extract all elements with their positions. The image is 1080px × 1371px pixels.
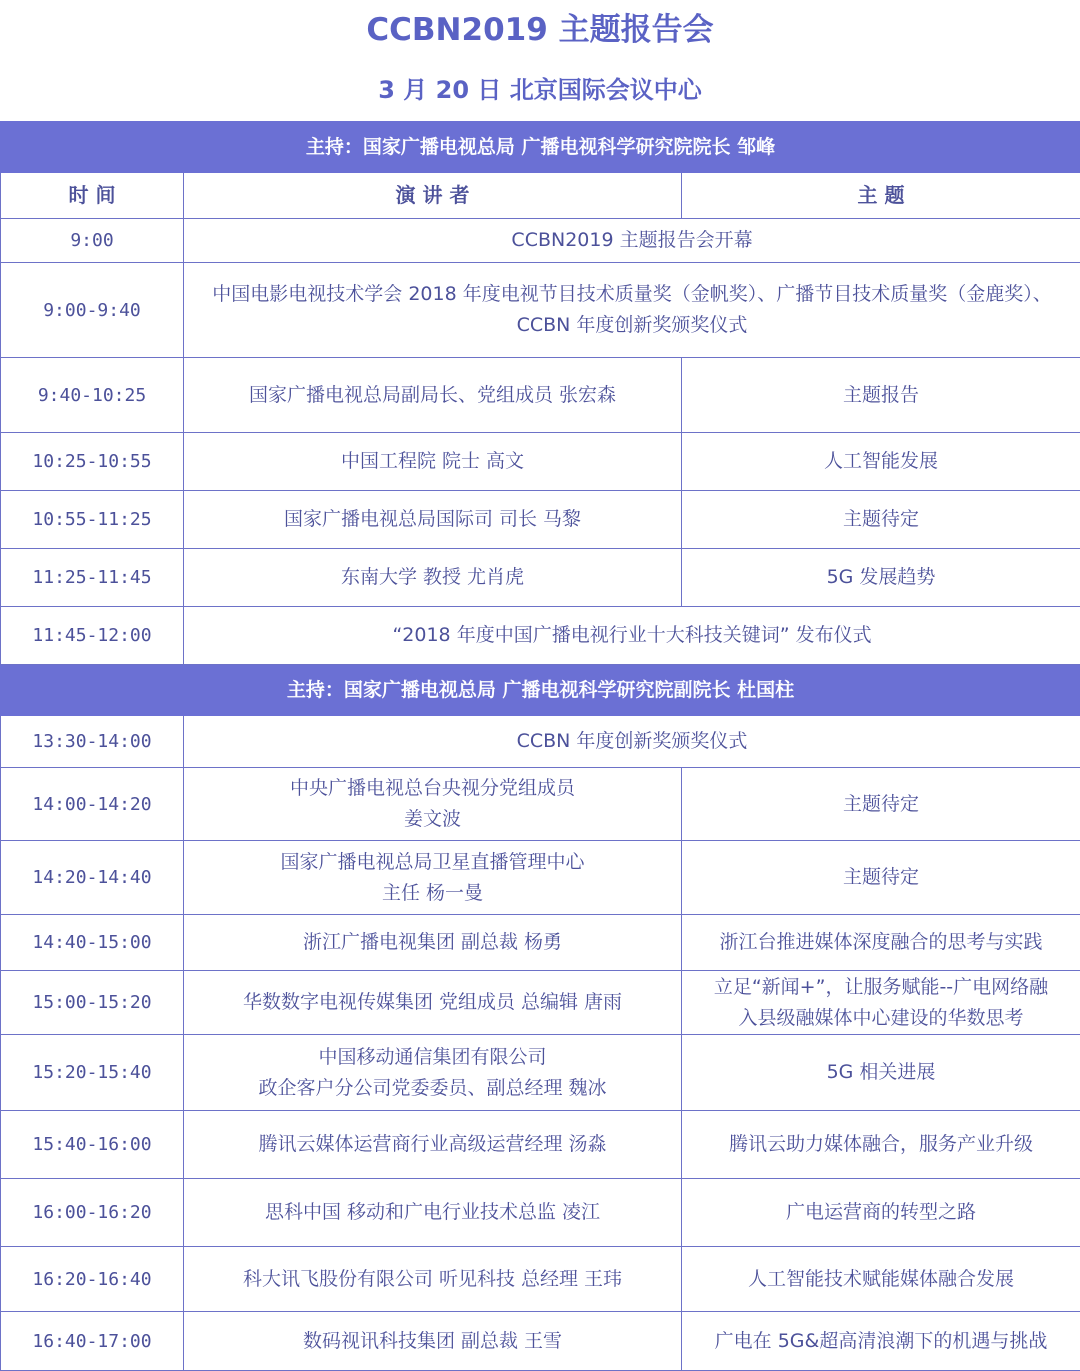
table-row bbox=[1, 841, 1080, 915]
table-row bbox=[1, 915, 1080, 971]
speaker-line: 政企客户分公司党委委员、副总经理 魏冰 bbox=[190, 1073, 675, 1104]
table-row bbox=[1, 1312, 1080, 1371]
session1-host-row bbox=[1, 122, 1080, 173]
session1-host: 主持：国家广播电视总局 广播电视科学研究院院长 邹峰 bbox=[1, 122, 1080, 173]
speaker-cell bbox=[184, 768, 682, 841]
table-row bbox=[1, 1179, 1080, 1247]
session2-host: 主持：国家广播电视总局 广播电视科学研究院副院长 杜国柱 bbox=[1, 665, 1080, 716]
speaker-cell: 国家广播电视总局国际司 司长 马黎 bbox=[184, 491, 682, 549]
topic-cell: 主题报告 bbox=[682, 358, 1080, 433]
topic-line: 立足“新闻+”，让服务赋能--广电网络融 bbox=[688, 972, 1074, 1003]
time-cell: 15:40-16:00 bbox=[1, 1111, 184, 1179]
speaker-cell: 数码视讯科技集团 副总裁 王雪 bbox=[184, 1312, 682, 1371]
speaker-cell: 华数数字电视传媒集团 党组成员 总编辑 唐雨 bbox=[184, 971, 682, 1035]
table-row bbox=[1, 768, 1080, 841]
time-cell: 10:55-11:25 bbox=[1, 491, 184, 549]
time-cell: 16:20-16:40 bbox=[1, 1247, 184, 1312]
speaker-line: 中央广播电视总台央视分党组成员 bbox=[190, 773, 675, 804]
column-header-time: 时 间 bbox=[1, 173, 184, 219]
time-cell: 16:00-16:20 bbox=[1, 1179, 184, 1247]
page-subtitle: 3 月 20 日 北京国际会议中心 bbox=[0, 68, 1080, 112]
table-row bbox=[1, 971, 1080, 1035]
event-line: 中国电影电视技术学会 2018 年度电视节目技术质量奖（金帆奖）、广播节目技术质量奖（金鹿奖）、 bbox=[190, 279, 1074, 310]
time-cell: 11:25-11:45 bbox=[1, 549, 184, 607]
topic-cell bbox=[682, 971, 1080, 1035]
agenda-table bbox=[0, 121, 1080, 1371]
event-cell bbox=[184, 263, 1080, 358]
topic-cell: 广电运营商的转型之路 bbox=[682, 1179, 1080, 1247]
speaker-cell: 国家广播电视总局副局长、党组成员 张宏森 bbox=[184, 358, 682, 433]
topic-cell: 主题待定 bbox=[682, 841, 1080, 915]
topic-cell: 5G 相关进展 bbox=[682, 1035, 1080, 1111]
event-cell: CCBN 年度创新奖颁奖仪式 bbox=[184, 716, 1080, 768]
topic-cell: 人工智能技术赋能媒体融合发展 bbox=[682, 1247, 1080, 1312]
topic-cell: 广电在 5G&超高清浪潮下的机遇与挑战 bbox=[682, 1312, 1080, 1371]
table-row bbox=[1, 219, 1080, 263]
speaker-line: 主任 杨一曼 bbox=[190, 878, 675, 909]
time-cell: 15:20-15:40 bbox=[1, 1035, 184, 1111]
topic-cell: 主题待定 bbox=[682, 768, 1080, 841]
speaker-cell: 浙江广播电视集团 副总裁 杨勇 bbox=[184, 915, 682, 971]
speaker-cell bbox=[184, 841, 682, 915]
topic-line: 入县级融媒体中心建设的华数思考 bbox=[688, 1003, 1074, 1034]
time-cell: 14:00-14:20 bbox=[1, 768, 184, 841]
speaker-cell: 中国工程院 院士 高文 bbox=[184, 433, 682, 491]
table-row bbox=[1, 1111, 1080, 1179]
speaker-cell: 东南大学 教授 尤肖虎 bbox=[184, 549, 682, 607]
column-header-topic: 主 题 bbox=[682, 173, 1080, 219]
session2-host-row bbox=[1, 665, 1080, 716]
speaker-line: 国家广播电视总局卫星直播管理中心 bbox=[190, 847, 675, 878]
table-row bbox=[1, 1035, 1080, 1111]
speaker-cell: 腾讯云媒体运营商行业高级运营经理 汤淼 bbox=[184, 1111, 682, 1179]
time-cell: 14:40-15:00 bbox=[1, 915, 184, 971]
table-row bbox=[1, 716, 1080, 768]
event-line: CCBN 年度创新奖颁奖仪式 bbox=[190, 310, 1074, 341]
topic-cell: 腾讯云助力媒体融合，服务产业升级 bbox=[682, 1111, 1080, 1179]
speaker-cell: 思科中国 移动和广电行业技术总监 凌江 bbox=[184, 1179, 682, 1247]
table-row bbox=[1, 1247, 1080, 1312]
speaker-line: 中国移动通信集团有限公司 bbox=[190, 1042, 675, 1073]
speaker-cell: 科大讯飞股份有限公司 听见科技 总经理 王玮 bbox=[184, 1247, 682, 1312]
time-cell: 10:25-10:55 bbox=[1, 433, 184, 491]
time-cell: 14:20-14:40 bbox=[1, 841, 184, 915]
topic-cell: 浙江台推进媒体深度融合的思考与实践 bbox=[682, 915, 1080, 971]
table-row bbox=[1, 263, 1080, 358]
time-cell: 9:40-10:25 bbox=[1, 358, 184, 433]
table-row bbox=[1, 549, 1080, 607]
speaker-line: 姜文波 bbox=[190, 804, 675, 835]
time-cell: 16:40-17:00 bbox=[1, 1312, 184, 1371]
table-row bbox=[1, 433, 1080, 491]
topic-cell: 人工智能发展 bbox=[682, 433, 1080, 491]
table-row bbox=[1, 491, 1080, 549]
event-cell: CCBN2019 主题报告会开幕 bbox=[184, 219, 1080, 263]
topic-cell: 5G 发展趋势 bbox=[682, 549, 1080, 607]
column-header-speaker: 演 讲 者 bbox=[184, 173, 682, 219]
time-cell: 9:00-9:40 bbox=[1, 263, 184, 358]
table-header-row bbox=[1, 173, 1080, 219]
event-cell: “2018 年度中国广播电视行业十大科技关键词” 发布仪式 bbox=[184, 607, 1080, 665]
topic-cell: 主题待定 bbox=[682, 491, 1080, 549]
time-cell: 9:00 bbox=[1, 219, 184, 263]
page-title: CCBN2019 主题报告会 bbox=[0, 6, 1080, 54]
time-cell: 13:30-14:00 bbox=[1, 716, 184, 768]
speaker-cell bbox=[184, 1035, 682, 1111]
time-cell: 15:00-15:20 bbox=[1, 971, 184, 1035]
table-row bbox=[1, 607, 1080, 665]
time-cell: 11:45-12:00 bbox=[1, 607, 184, 665]
table-row bbox=[1, 358, 1080, 433]
